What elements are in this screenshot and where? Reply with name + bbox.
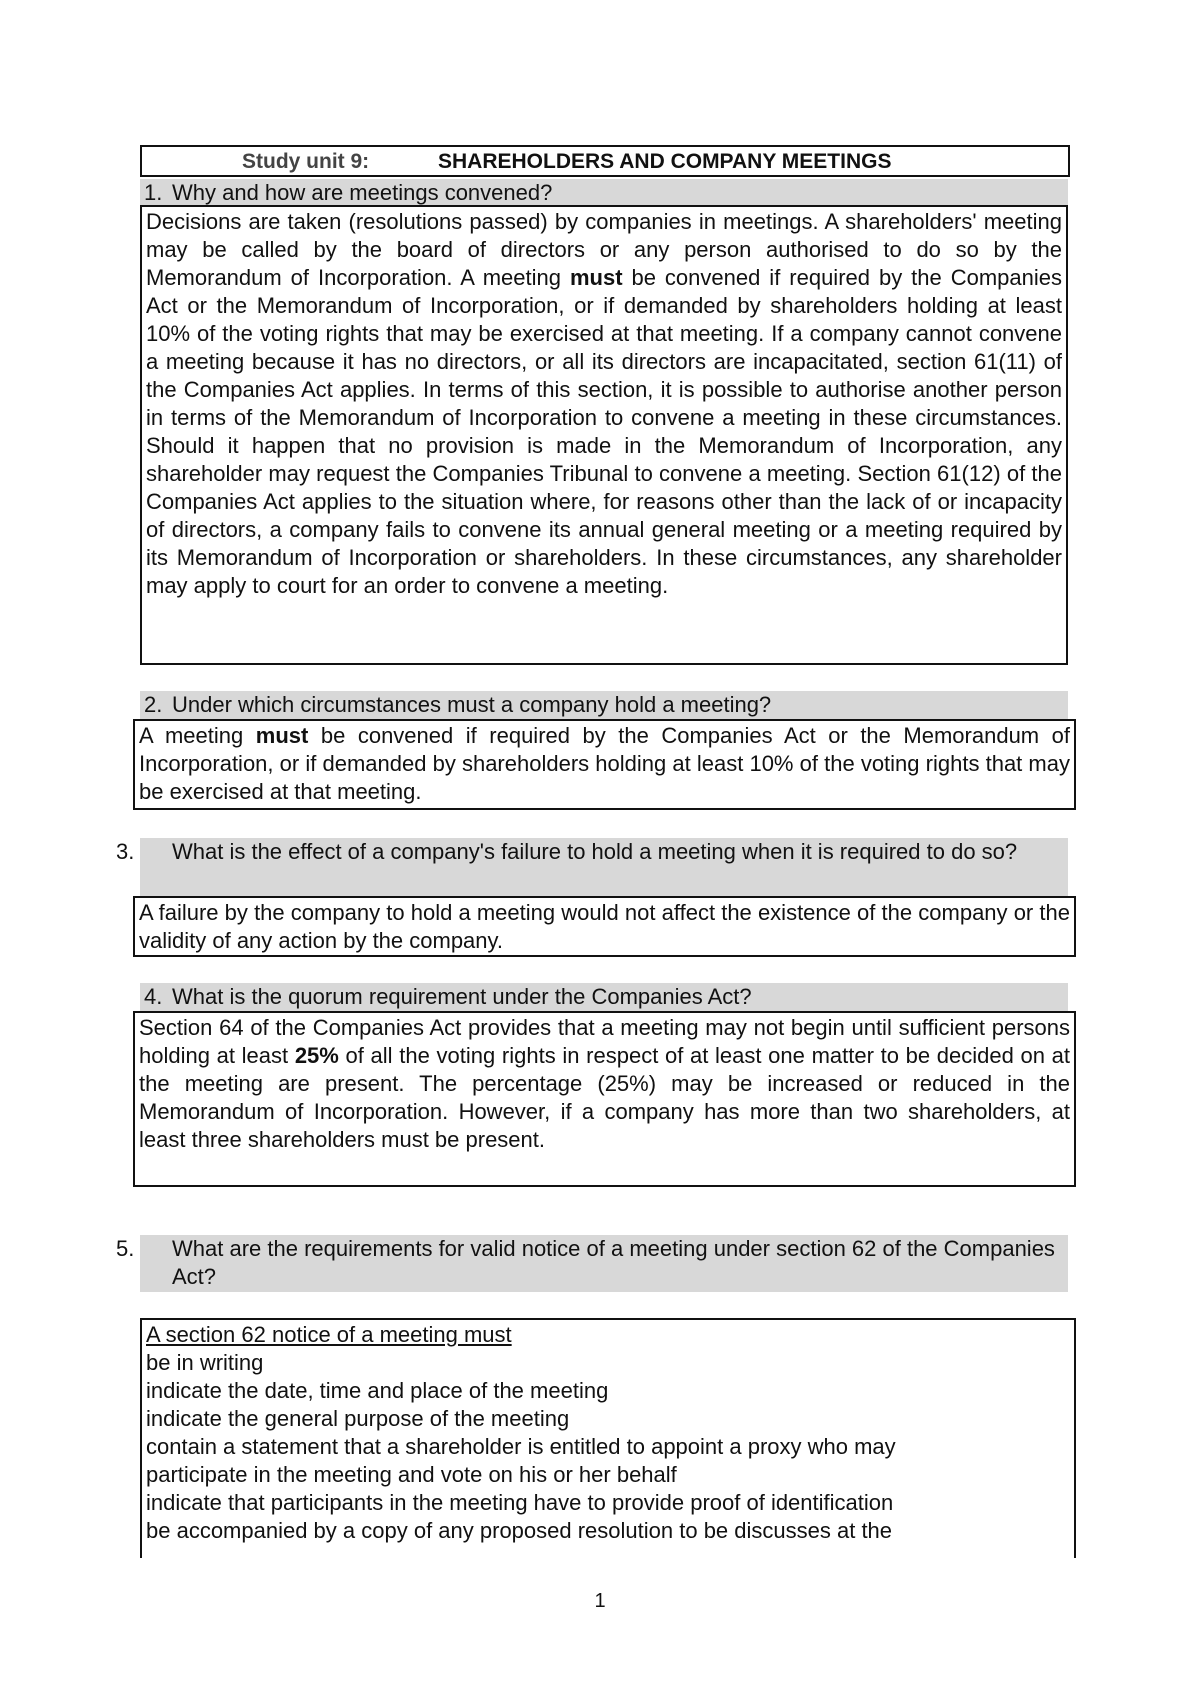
list-item: be accompanied by a copy of any proposed resolution to be discusses at the	[146, 1518, 893, 1543]
question-4-text: What is the quorum requirement under the Companies Act?	[172, 984, 752, 1009]
question-4: 4. What is the quorum requirement under the Companies Act?	[140, 983, 1068, 1011]
page-title: SHAREHOLDERS AND COMPANY MEETINGS	[438, 150, 892, 173]
question-1: 1. Why and how are meetings convened?	[140, 179, 1068, 205]
answer-1: Decisions are taken (resolutions passed) by companies in meetings. A shareholders' meeting may be called by the board of directors or any person authorised to do so by the Memorandum of Incorporation. A meeting must be convened if required by the Companies Act or the Memorandum of Incorporation, or if demanded by shareholders holding at least 10% of the voting rights that may be exercised at that meeting. If a company cannot convene a meeting because it has no directors, or all its directors are incapacitated, section 61(11) of the Companies Act applies. In terms of this section, it is possible to authorise another person in terms of the Memorandum of Incorporation to convene a meeting in these circumstances. Should it happen that no provision is made in the Memorandum of Incorporation, any shareholder may request the Companies Tribunal to convene a meeting. Section 61(12) of the Companies Act applies to the situation where, for reasons other than the lack of or incapacity of directors, a company fails to convene its annual general meeting or a meeting required by its Memorandum of Incorporation or shareholders. In these circumstances, any shareholder may apply to court for an order to convene a meeting.	[140, 205, 1068, 665]
answer-3: A failure by the company to hold a meeting would not affect the existence of the company or the validity of any action by the company.	[133, 896, 1076, 957]
answer-5	[140, 1318, 1076, 1558]
list-item: be in writing	[146, 1350, 264, 1375]
list-item: contain a statement that a shareholder is entitled to appoint a proxy who may participate in the meeting and vote on his or her behalf	[146, 1434, 896, 1487]
answer-4: Section 64 of the Companies Act provides that a meeting may not begin until sufficient persons holding at least 25% of all the voting rights in respect of at least one matter to be decided on at the meeting are present. The percentage (25%) may be increased or reduced in the Memorandum of Incorporation. However, if a company has more than two shareholders, at least three shareholders must be present.	[133, 1011, 1076, 1187]
answer-2: A meeting must be convened if required by the Companies Act or the Memorandum of Incorporation, or if demanded by shareholders holding at least 10% of the voting rights that may be exercised at that meeting.	[133, 719, 1076, 810]
question-2-text: Under which circumstances must a company hold a meeting?	[172, 692, 772, 717]
question-2: 2. Under which circumstances must a company hold a meeting?	[140, 691, 1068, 719]
page-number: 1	[594, 1590, 606, 1612]
question-5-text: What are the requirements for valid notice of a meeting under section 62 of the Companies Act?	[172, 1236, 1055, 1289]
question-3: 3. What is the effect of a company's failure to hold a meeting when it is required to do so?	[140, 838, 1068, 896]
question-3-text: What is the effect of a company's failure to hold a meeting when it is required to do so?	[172, 839, 1018, 864]
study-unit-label: Study unit 9:	[242, 150, 370, 173]
list-item: indicate that participants in the meeting have to provide proof of identification	[146, 1490, 894, 1515]
list-item: indicate the general purpose of the meeting	[146, 1406, 570, 1431]
question-5: 5. What are the requirements for valid notice of a meeting under section 62 of the Companies Act?	[140, 1235, 1068, 1292]
list-item: indicate the date, time and place of the meeting	[146, 1378, 609, 1403]
title-box	[140, 145, 1070, 177]
question-1-text: Why and how are meetings convened?	[172, 180, 553, 205]
notice-heading: A section 62 notice of a meeting must	[146, 1322, 512, 1347]
